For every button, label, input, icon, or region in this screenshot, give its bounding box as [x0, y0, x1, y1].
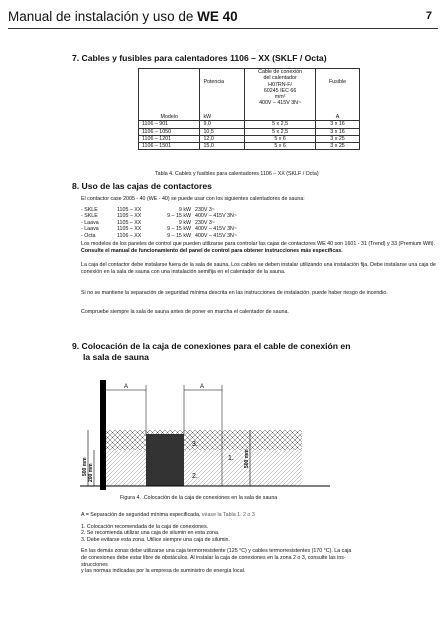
- cell-cable: 5 x 2,5: [245, 128, 316, 135]
- table-row: [139, 121, 360, 128]
- table-header-modelo: Modelo: [139, 107, 200, 121]
- heater-voltage: 230V 3~: [195, 207, 215, 213]
- section-8-paragraph-2: La caja del contactor debe instalarse fuera de la sala de sauna. Los cables se deben instalar utilizando una instalación fija. Debe instalarse una caja de conexión en la sala de sauna con una instalación semifija en el calentador de la sauna.: [81, 262, 436, 275]
- table-row: [139, 128, 360, 135]
- header-title: [8, 9, 238, 24]
- list-item: [81, 233, 275, 239]
- cell-kw: 15,0: [200, 143, 245, 150]
- cable-line: Cable de conexión: [258, 69, 303, 75]
- cell-fusible: 3 x 16: [316, 121, 360, 128]
- cable-line: H07RN-F/: [268, 81, 292, 88]
- zone-2-area: [106, 450, 302, 486]
- section-8-paragraph-1: [81, 241, 437, 254]
- section-9-heading: [72, 341, 350, 362]
- page-header: [8, 6, 438, 29]
- table-header-fusible: Fusible: [316, 69, 360, 107]
- heater-name: - SKLE: [81, 207, 98, 213]
- legend-a-ref: véase la Tabla 1. 2 o 3: [201, 512, 255, 518]
- heater-model: 1105 – XX: [117, 213, 142, 220]
- zone-2-label: 2.: [192, 473, 198, 480]
- heater-model: 1105 – XX: [117, 207, 142, 213]
- table-header-kw: kW: [200, 107, 245, 121]
- table-header-row-2: [139, 107, 360, 121]
- final-paragraph-line: En las demás zonas debe utilizarse una caja termorresistente (125 °C) y cables termorresistentes (170 °C). La caja: [81, 548, 352, 555]
- heater-list: [81, 207, 275, 239]
- connection-box-diagram: [80, 380, 330, 490]
- cell-modelo: 1106 – 1501: [139, 143, 200, 150]
- wall: [100, 380, 106, 490]
- heater-name: - Laava: [81, 219, 99, 226]
- section-7-heading: 7. Cables y fusibles para calentadores 1106 – XX (SKLF / Octa): [72, 53, 327, 63]
- final-paragraph-line: de conexiones debe estar libre de obstáculos. Al instalar la caja de conexiones en la zona 2 o 3, consulte las ins-: [81, 554, 346, 561]
- zone-legend-item: 3. Debe evitarse esta zona. Utilice siempre una caja de silumin.: [81, 536, 230, 543]
- heater-voltage: 230V 3~: [195, 219, 215, 226]
- cable-line: mm²: [274, 94, 286, 101]
- heading-line: la sala de sauna: [83, 352, 149, 362]
- heater-name: - Octa: [81, 232, 96, 239]
- zone-legend-item: 2. Se recomienda utilizar una caja de silumin en esta zona.: [81, 530, 220, 537]
- cell-modelo: 1106 – 1050: [139, 128, 200, 135]
- heater-power: 9 kW: [178, 207, 191, 213]
- table-header-cable: [245, 69, 316, 107]
- cables-table: [138, 68, 360, 150]
- label-a-right: A: [200, 384, 205, 390]
- table-caption: Tabla 4. Cables y fusibles para calentadores 1106 – XX (SKLF / Octa): [155, 171, 319, 177]
- cable-line: 60245 IEC 66: [263, 87, 297, 94]
- heater-shape: [146, 434, 184, 486]
- cell-modelo: 1106 – 901: [139, 121, 200, 128]
- section-8-intro: El contactor case 2005 - 40 (WE - 40) se puede usar con los siguientes calentadores de sauna:: [81, 196, 305, 202]
- header-model: WE 40: [197, 9, 238, 24]
- label-500-right: 500 mm: [244, 449, 250, 468]
- final-paragraph-line: strucciones: [81, 561, 108, 568]
- heater-model: 1105 – XX: [117, 226, 142, 233]
- table-row: [139, 135, 360, 142]
- cell-fusible: 3 x 25: [316, 135, 360, 142]
- table-header-row-1: [139, 69, 360, 107]
- cell-cable: 5 x 2,5: [245, 121, 316, 128]
- heater-power: 9 – 15 kW: [167, 232, 191, 239]
- table-header-potencia: Potencia: [200, 69, 245, 107]
- legend-a-text: A = Separación de seguridad mínima especificada,: [81, 512, 201, 518]
- cable-line: 400V – 415V 3N~: [259, 100, 302, 107]
- heater-voltage: 400V – 415V 3N~: [195, 213, 237, 220]
- table-header-blank: [139, 69, 200, 107]
- figure-legend: [81, 512, 351, 575]
- label-500-left: 500 mm: [82, 457, 88, 476]
- section-8-paragraph-4: Compruebe siempre la sala de sauna antes de poner en marcha el calentador de sauna.: [81, 309, 289, 315]
- table-header-a: A: [316, 107, 360, 121]
- heater-power: 9 – 15 kW: [167, 213, 191, 220]
- legend-a: [81, 512, 351, 519]
- label-a-left: A: [124, 384, 129, 390]
- heater-power: 9 – 15 kW: [167, 226, 191, 233]
- section-8-heading: 8. Uso de las cajas de contactores: [72, 181, 212, 191]
- header-title-prefix: Manual de instalación y uso de: [8, 9, 194, 24]
- cell-cable: 5 x 6: [245, 135, 316, 142]
- cell-cable: 5 x 6: [245, 143, 316, 150]
- heater-model: 1106 – XX: [117, 232, 142, 239]
- heater-voltage: 400V – 415V 3N~: [195, 232, 237, 239]
- zone-3-area: [106, 430, 302, 450]
- cable-line: del calentador: [263, 75, 297, 82]
- paragraph-text: Los modelos de los paneles de control que pueden utilizarse para controlar las cajas de contactores WE 40 son 1601 - 31 (Trend) y 33 (Premium Wifi).: [81, 241, 435, 247]
- heater-name: - SKLE: [81, 213, 98, 220]
- table-row: [139, 143, 360, 150]
- zone-legend-item: 1. Colocación recomendada de la caja de conexiones.: [81, 523, 209, 530]
- heater-name: - Laava: [81, 226, 99, 233]
- cell-kw: 12,0: [200, 135, 245, 142]
- cell-fusible: 3 x 25: [316, 143, 360, 150]
- heading-line: 9. Colocación de la caja de conexiones para el cable de conexión en: [72, 341, 351, 351]
- heater-model: 1105 – XX: [117, 219, 142, 226]
- figure-caption: Figura 4. .Colocación de la caja de conexiones en la sala de sauna: [120, 495, 278, 501]
- zone-1-label: 1.: [228, 455, 234, 462]
- cell-modelo: 1106 – 1201: [139, 135, 200, 142]
- page-number: 7: [425, 10, 432, 22]
- zone-3-label: 3.: [192, 441, 198, 448]
- final-paragraph-line: y las normas indicadas por la empresa de suministro de energía local.: [81, 568, 246, 575]
- cell-kw: 10,5: [200, 128, 245, 135]
- cell-fusible: 3 x 16: [316, 128, 360, 135]
- cell-kw: 9,0: [200, 121, 245, 128]
- heater-voltage: 400V – 415V 3N~: [195, 226, 237, 233]
- label-200: 200 mm: [88, 463, 94, 482]
- heater-power: 9 kW: [178, 219, 191, 226]
- section-8-paragraph-3: Si no se mantiene la separación de seguridad mínima descrita en las instrucciones de instalación, puede haber riesgo de incendio.: [81, 290, 388, 296]
- table-header-mm: [245, 107, 316, 121]
- paragraph-bold: Consulte el manual de funcionamiento del panel de control para obtener instrucciones más específicas.: [81, 247, 343, 254]
